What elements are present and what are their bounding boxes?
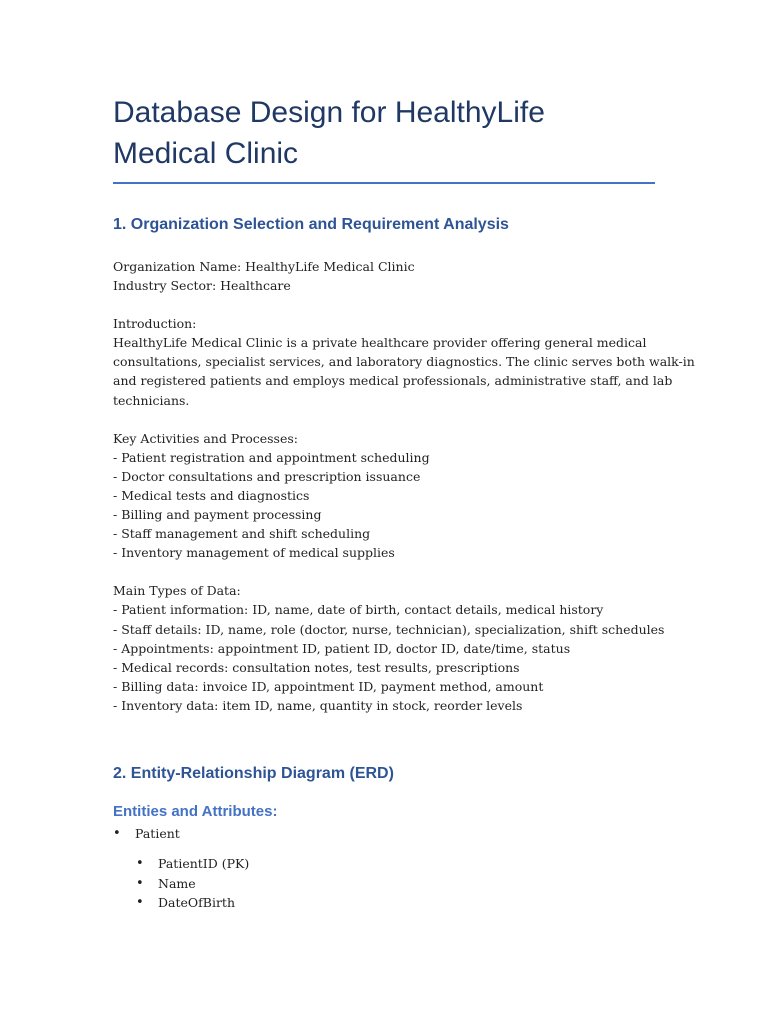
bullet-icon: • <box>136 856 144 872</box>
activity-item: - Medical tests and diagnostics <box>113 487 310 503</box>
attribute-item <box>136 874 655 894</box>
attribute-list <box>136 854 655 913</box>
document-page <box>113 92 695 913</box>
introduction-label: Introduction: <box>113 316 197 332</box>
key-activities-label: Key Activities and Processes: <box>113 430 298 446</box>
title-line-1: Database Design for HealthyLife <box>113 96 545 129</box>
intro-line: HealthyLife Medical Clinic is a private healthcare provider offering general medical <box>113 335 647 351</box>
data-type-item: - Inventory data: item ID, name, quantity in stock, reorder levels <box>113 697 523 713</box>
attribute-item <box>136 854 655 874</box>
attribute-label: DateOfBirth <box>158 895 236 911</box>
entities-subheading: Entities and Attributes: <box>113 802 278 820</box>
data-type-item: - Patient information: ID, name, date of birth, contact details, medical history <box>113 602 604 618</box>
bullet-icon: • <box>136 875 144 891</box>
attribute-label: PatientID (PK) <box>158 856 250 872</box>
intro-line: consultations, specialist services, and laboratory diagnostics. The clinic serves both walk-in <box>113 354 695 370</box>
org-name-line: Organization Name: HealthyLife Medical Clinic <box>113 259 415 274</box>
activity-item: - Doctor consultations and prescription issuance <box>113 468 421 484</box>
intro-line: technicians. <box>113 392 190 408</box>
activity-item: - Patient registration and appointment scheduling <box>113 449 430 465</box>
data-types-block <box>113 581 665 715</box>
introduction-block <box>113 314 695 409</box>
data-type-item: - Medical records: consultation notes, test results, prescriptions <box>113 659 520 675</box>
entity-list <box>113 824 655 844</box>
entity-label: Patient <box>135 825 180 841</box>
entity-item-patient <box>113 824 655 844</box>
attribute-label: Name <box>158 875 196 891</box>
bullet-icon: • <box>113 825 121 841</box>
intro-line: and registered patients and employs medical professionals, administrative staff, and lab <box>113 373 673 389</box>
bullet-icon: • <box>136 895 144 911</box>
activity-item: - Inventory management of medical supplies <box>113 545 395 561</box>
section-2-heading: 2. Entity-Relationship Diagram (ERD) <box>113 764 394 782</box>
industry-line: Industry Sector: Healthcare <box>113 278 291 294</box>
activity-item: - Staff management and shift scheduling <box>113 526 371 542</box>
data-type-item: - Staff details: ID, name, role (doctor, nurse, technician), specialization, shift schedules <box>113 621 665 637</box>
activity-item: - Billing and payment processing <box>113 507 322 523</box>
document-title <box>113 92 655 184</box>
data-types-label: Main Types of Data: <box>113 583 241 599</box>
section-1-heading: 1. Organization Selection and Requirement Analysis <box>113 216 509 233</box>
data-type-item: - Billing data: invoice ID, appointment ID, payment method, amount <box>113 678 544 694</box>
key-activities-block <box>113 429 655 563</box>
attribute-item <box>136 893 655 913</box>
data-type-item: - Appointments: appointment ID, patient ID, doctor ID, date/time, status <box>113 640 571 656</box>
title-line-2: Medical Clinic <box>113 137 299 170</box>
org-info <box>113 257 655 295</box>
